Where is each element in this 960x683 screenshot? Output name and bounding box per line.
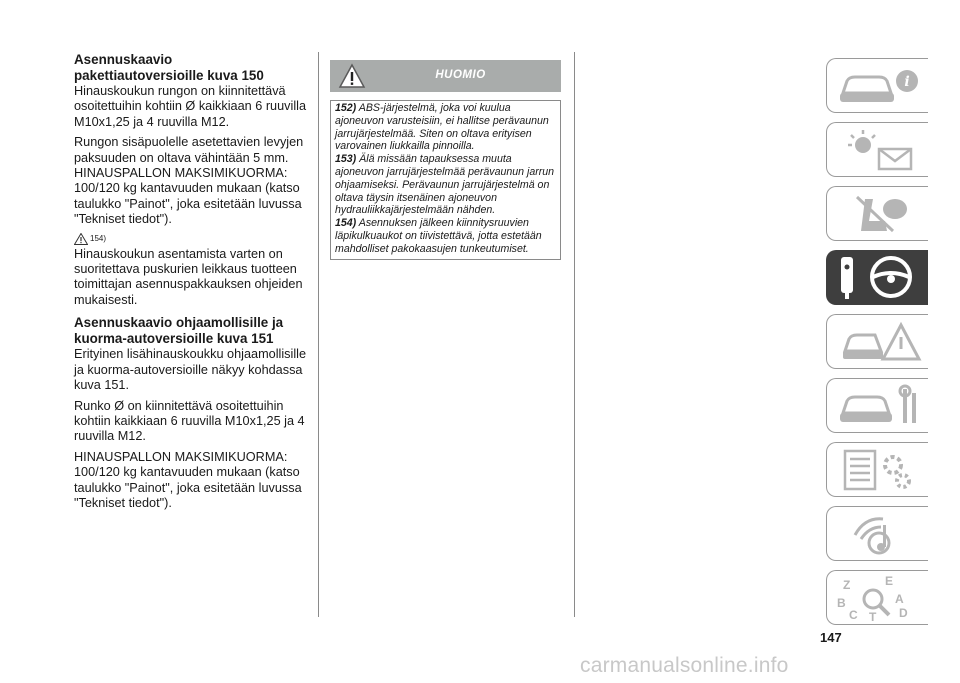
alphabetical-index-icon bbox=[835, 575, 923, 621]
note-title: HUOMIO bbox=[435, 69, 486, 81]
warning-reference-number: 154) bbox=[90, 233, 107, 243]
svg-text:T: T bbox=[869, 610, 877, 621]
paragraph: Runko Ø on kiinnitettävä osoitettuihin kohtiin kaikkiaan 6 ruuvilla M10x1,25 ja 4 ruuvilla M12. bbox=[74, 398, 305, 444]
warning-reference[interactable] bbox=[74, 233, 310, 245]
paragraph: Rungon sisäpuolelle asetettavien levyjen paksuuden on oltava vähintään 5 mm. HINAUSPALLON MAKSIMIKUORMA: 100/120 kg kantavuuden mukaan (katso taulukko "Painot", joka esitetään luvussa "Tekniset tiedot"). bbox=[74, 135, 304, 227]
note-item: 154) Asennuksen jälkeen kiinnitysruuvien läpikulkuaukot on tiivistettävä, jotta estetään mahdolliset pakokaasujen tunkeutumiset. bbox=[335, 217, 542, 255]
tab-safety[interactable] bbox=[826, 186, 928, 241]
svg-text:i: i bbox=[904, 74, 910, 90]
svg-text:B: B bbox=[837, 596, 846, 610]
note-header bbox=[330, 60, 561, 92]
caution-note-box bbox=[330, 60, 561, 260]
svg-text:A: A bbox=[895, 592, 904, 606]
chapter-tabs bbox=[826, 58, 930, 634]
main-text-column bbox=[74, 52, 310, 516]
multimedia-music-icon bbox=[835, 511, 923, 557]
paragraph: HINAUSPALLON MAKSIMIKUORMA: 100/120 kg kantavuuden mukaan (katso taulukko "Painot", joka esitetään luvussa "Tekniset tiedot"). bbox=[74, 449, 302, 510]
tab-warning-lights[interactable] bbox=[826, 122, 928, 177]
column-divider bbox=[318, 52, 319, 617]
svg-text:E: E bbox=[885, 575, 894, 588]
airbag-seat-icon bbox=[835, 191, 923, 237]
column-divider bbox=[574, 52, 575, 617]
tab-multimedia[interactable] bbox=[826, 506, 928, 561]
specifications-gear-icon bbox=[835, 447, 923, 493]
warning-lights-envelope-icon bbox=[835, 127, 923, 173]
tab-technical-data[interactable] bbox=[826, 442, 928, 497]
car-info-icon bbox=[835, 63, 923, 109]
warning-triangle-icon bbox=[74, 233, 88, 245]
tab-maintenance[interactable] bbox=[826, 378, 928, 433]
car-emergency-triangle-icon bbox=[835, 319, 923, 365]
note-item: 153) Älä missään tapauksessa muuta ajoneuvon jarrujärjestelmää perävaunun jarrun ohjaamiseksi. Perävaunun jarrujärjestelmä on oltava täysin itsenäinen ajoneuvon hydrauliikkajärjestelmään nähden. bbox=[335, 153, 555, 217]
key-steering-wheel-icon bbox=[835, 255, 923, 301]
note-item-number: 154) bbox=[335, 217, 357, 230]
car-maintenance-tools-icon bbox=[835, 383, 923, 429]
note-item-number: 152) bbox=[335, 102, 357, 114]
tab-index[interactable] bbox=[826, 570, 928, 625]
note-body bbox=[330, 100, 561, 260]
paragraph: Erityinen lisähinauskoukku ohjaamollisille ja kuorma-autoversioille näkyy kohdassa kuva 151. bbox=[74, 347, 307, 393]
paragraph: Hinauskoukun asentamista varten on suoritettava puskurien leikkaus tuotteen toimittajan asennuspakkauksen ohjeiden mukaisesti. bbox=[74, 246, 303, 307]
note-item: 152) ABS-järjestelmä, joka voi kuulua ajoneuvon varusteisiin, ei hallitse perävaunun jarrujärjestelmää. Siten on oltava erityisen varovainen liukkailla pinnoilla. bbox=[335, 102, 549, 153]
svg-text:C: C bbox=[849, 608, 858, 621]
watermark: carmanualsonline.info bbox=[580, 654, 789, 677]
tab-car-info[interactable] bbox=[826, 58, 928, 113]
tab-emergency[interactable] bbox=[826, 314, 928, 369]
section-heading-cab-install: Asennuskaavio ohjaamollisille ja kuorma-autoversioille kuva 151 bbox=[74, 315, 284, 346]
svg-text:D: D bbox=[899, 606, 908, 620]
paragraph: Hinauskoukun rungon on kiinnitettävä osoitettuihin kohtiin Ø kaikkiaan 6 ruuvilla M10x1,25 ja 4 ruuvilla M12. bbox=[74, 84, 307, 129]
tab-starting-driving[interactable] bbox=[826, 250, 928, 305]
svg-text:Z: Z bbox=[843, 578, 851, 592]
note-item-number: 153) bbox=[335, 153, 357, 166]
section-heading-van-install: Asennuskaavio pakettiautoversioille kuva 150 bbox=[74, 52, 264, 83]
page-number: 147 bbox=[820, 630, 842, 645]
